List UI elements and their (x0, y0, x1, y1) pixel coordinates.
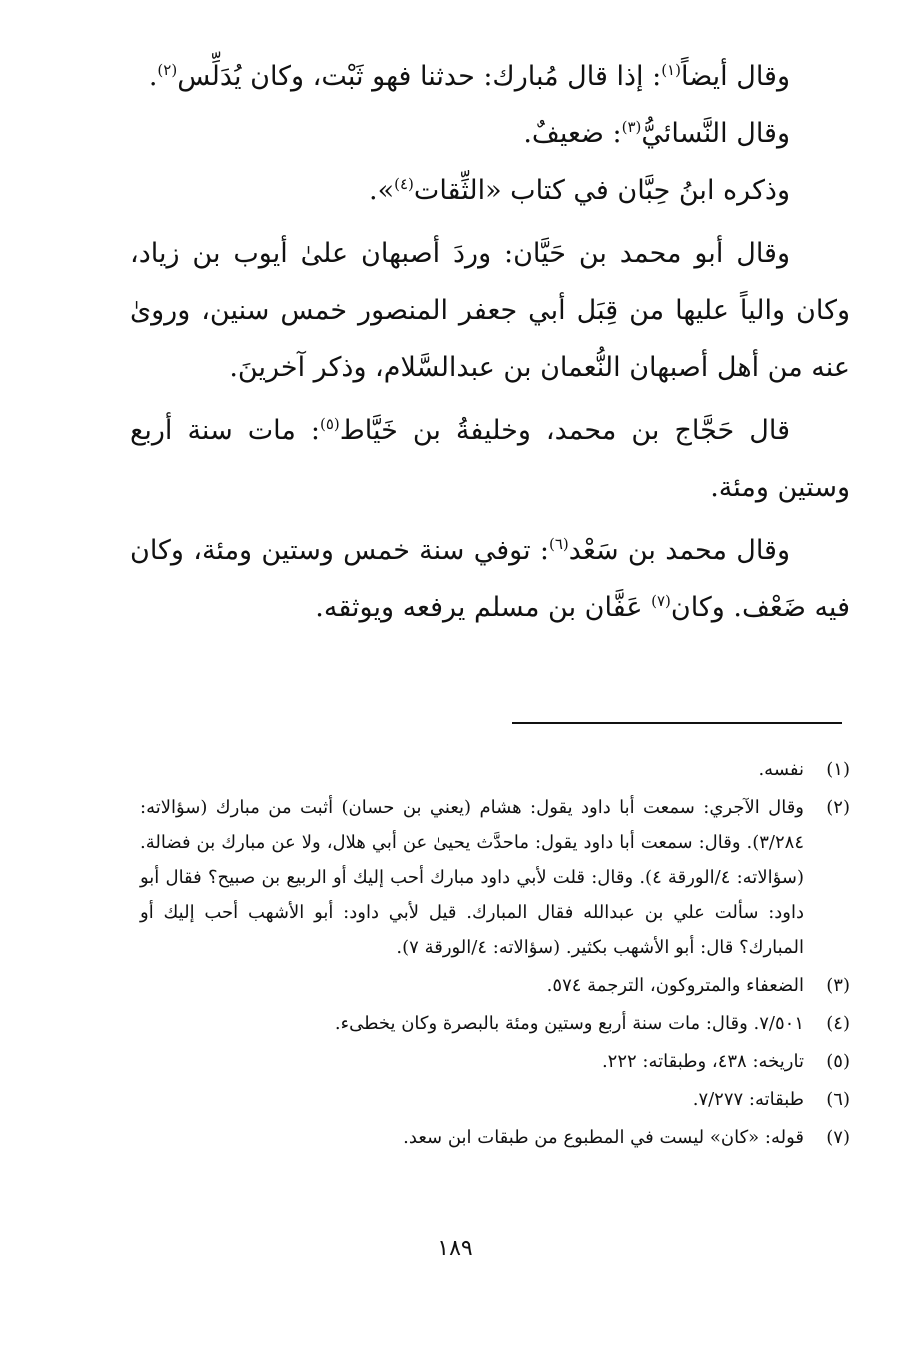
text: وقال النَّسائيُّ (641, 118, 790, 149)
footnote-ref-3: (٣) (621, 118, 642, 136)
footnote-5 (140, 1044, 850, 1079)
footnote-ref-1: (١) (661, 61, 681, 79)
footnote-text: قوله: «كان» ليست في المطبوع من طبقات ابن سعد. (403, 1127, 804, 1148)
footnote-text: الضعفاء والمتروكون، الترجمة ٥٧٤. (546, 975, 804, 996)
footnote-3 (140, 968, 850, 1003)
footnote-text: طبقاته: ٧/٢٧٧. (692, 1089, 804, 1110)
text: ». (369, 175, 395, 206)
footnote-7 (140, 1120, 850, 1155)
footnote-text: وقال الآجري: سمعت أبا داود يقول: هشام (يعني بن حسان) أثبت من مبارك (سؤالاته: ٣/٢٨٤). وقال: سمعت أبا داود يقول: ماحدَّث يحيىٰ عن أبي هلال، ولا عن مبارك بن فضالة. (سؤالاته: ٤/الورقة ٤). وقال: قلت لأبي داود مبارك أحب إليك أو الربيع بن صبيح؟ فقال أبو داود: سألت علي بن عبدالله فقال المبارك. قيل لأبي داود: أبو الأشهب أحب إليك أو المبارك؟ قال: أبو الأشهب بكثير. (سؤالاته: ٤/الورقة ٧). (140, 797, 804, 958)
paragraph-2 (130, 105, 850, 162)
footnote-1 (140, 752, 850, 787)
footnote-ref-6: (٦) (548, 535, 569, 553)
footnote-ref-4: (٤) (394, 175, 414, 193)
text: : ضعيفٌ. (523, 118, 622, 149)
text: قال حَجَّاج بن محمد، وخليفةُ بن خَيَّاط (339, 415, 790, 446)
paragraph-4: وقال أبو محمد بن حَيَّان: وردَ أصبهان علىٰ أيوب بن زياد، وكان والياً عليها من قِبَل أبي جعفر المنصور خمس سنين، وروىٰ عنه من أهل أصبهان النُّعمان بن عبدالسَّلام، وذكر آخرينَ. (130, 238, 850, 383)
paragraph-1 (130, 48, 850, 105)
text: عَفَّان بن مسلم يرفعه ويوثقه. (315, 592, 652, 623)
text: : توفي سنة خمس وستين ومئة، وكان فيه ضَعْف. وكان (130, 535, 850, 623)
footnote-ref-7: (٧) (651, 592, 671, 610)
footnotes (140, 752, 850, 1158)
footnote-text: نفسه. (758, 759, 804, 780)
footnote-number: (٤) (826, 1013, 850, 1034)
paragraph-3 (130, 162, 850, 219)
footnote-4 (140, 1006, 850, 1041)
page-number: ١٨٩ (437, 1236, 473, 1261)
footnote-number: (٧) (826, 1127, 850, 1148)
footnote-2 (140, 790, 850, 965)
footnote-ref-5: (٥) (319, 415, 340, 433)
text: : إذا قال مُبارك: حدثنا فهو ثَبْت، وكان يُدَلِّس (177, 61, 662, 92)
text: وذكره ابنُ حِبَّان في كتاب «الثِّقات (413, 175, 790, 206)
text: وقال أيضاً (680, 61, 790, 92)
main-text (130, 48, 850, 636)
paragraph-6 (130, 522, 850, 636)
footnote-number: (٥) (826, 1051, 850, 1072)
footnote-number: (١) (826, 759, 850, 780)
footnote-text: تاريخه: ٤٣٨، وطبقاته: ٢٢٢. (601, 1051, 804, 1072)
footnote-6 (140, 1082, 850, 1117)
footnote-number: (٦) (826, 1089, 850, 1110)
text: : مات سنة أربع وستين ومئة. (130, 415, 850, 503)
paragraph-5 (130, 402, 850, 516)
text: . (148, 61, 158, 92)
footnote-ref-2: (٢) (157, 61, 178, 79)
footnote-number: (٣) (826, 975, 850, 996)
text: وقال محمد بن سَعْد (568, 535, 790, 566)
footnote-number: (٢) (826, 797, 850, 818)
footnote-separator (512, 722, 842, 724)
footnote-text: ٧/٥٠١. وقال: مات سنة أربع وستين ومئة بالبصرة وكان يخطىء. (334, 1013, 804, 1034)
